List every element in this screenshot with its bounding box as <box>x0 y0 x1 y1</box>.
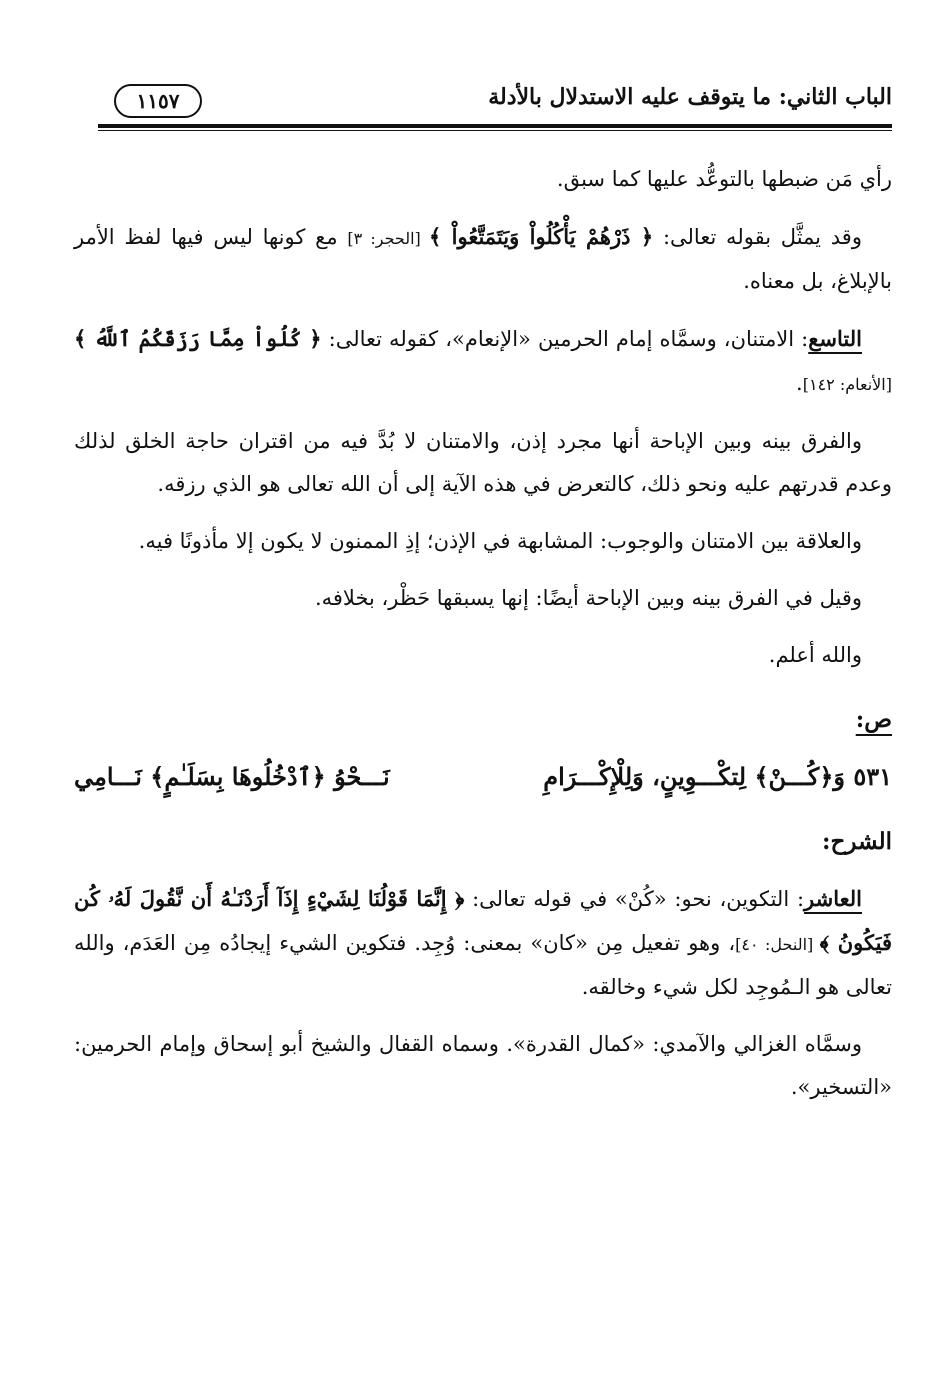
paragraph-3-text: : الامتنان، وسمَّاه إمام الحرمين «الإنعام»، كقوله تعالى: <box>321 327 809 351</box>
sharh-paragraph-1-rest: ، وهو تفعيل مِن «كان» بمعنى: وُجِد. فتكوين الشيء إيجادُه مِن العَدَم، والله تعالى هو الـمُوجِد لكل شيء وخالقه. <box>74 931 892 999</box>
paragraph-2 <box>74 215 892 303</box>
paragraph-1: رأي مَن ضبطها بالتوعُّد عليها كما سبق. <box>556 167 892 191</box>
section-sharh-heading: الشرح: <box>822 828 892 855</box>
sharh-paragraph-2: وسمَّاه الغزالي والآمدي: «كمال القدرة». وسماه القفال والشيخ أبو إسحاق وإمام الحرمين: «التسخير». <box>74 1032 892 1099</box>
section-sad-heading <box>74 699 892 741</box>
page-header <box>74 70 892 118</box>
section-sad-label: ص: <box>855 706 892 733</box>
book-page <box>74 70 892 1360</box>
verse-reference-hijr: [الحجر: ٣] <box>347 229 429 248</box>
paragraph-3 <box>74 317 892 406</box>
paragraph-3-end: . <box>796 371 803 395</box>
verse-reference-anam: [الأنعام: ١٤٢] <box>802 375 892 394</box>
paragraph-2-intro: وقد يمثَّل بقوله تعالى: <box>653 225 862 249</box>
sharh-paragraph-1 <box>74 877 892 1009</box>
verse-reference-nahl: [النحل: ٤٠] <box>735 935 820 954</box>
quran-verse-hijr: ﴿ ذَرْهُمْ يَأْكُلُواْ وَيَتَمَتَّعُواْ ﴾ <box>428 224 654 249</box>
paragraph-7: والله أعلم. <box>768 643 862 667</box>
paragraph-6: وقيل في الفرق بينه وبين الإباحة أيضًا: إنها يسبقها حَظْر، بخلافه. <box>314 586 862 610</box>
page-number: ١١٥٧ <box>114 84 202 118</box>
verse-first-hemistich: ٥٣١ وَ﴿كُـــنْ﴾ لِتكْـــوِينٍ، وَلِلْإِكْـــرَامِ <box>543 762 892 791</box>
paragraph-2-rest: مع كونها ليس فيها لفظ الأمر بالإبلاغ، بل معناه. <box>74 225 892 293</box>
sharh-paragraph-1-text: : التكوين، نحو: «كُنْ» في قوله تعالى: <box>464 887 805 911</box>
paragraph-4: والفرق بينه وبين الإباحة أنها مجرد إذن، والامتنان لا بُدَّ فيه من اقتران حاجة الخلق لذلك وعدم قدرتهم عليه ونحو ذلك، كالتعرض في هذه الآية إلى أن الله تعالى هو الذي رزقه. <box>74 429 892 496</box>
quran-verse-nahl: ﴿ إِنَّمَا قَوْلُنَا لِشَيْءٍ إِذَآ أَرَدْنَـٰهُ أَن نَّقُولَ لَهُۥ كُن فَيَكُونُ ﴾ <box>74 886 893 955</box>
ninth-label: التاسع <box>808 326 862 351</box>
header-rule-thick <box>98 124 892 128</box>
verse-second-hemistich: نَـــحْوُ ﴿ٱدْخُلُوهَا بِسَلَـٰمٍ﴾ نَـــامِي <box>74 762 390 791</box>
running-title: الباب الثاني: ما يتوقف عليه الاستدلال بالأدلة <box>488 84 892 110</box>
quran-verse-anam: ﴿ كُلُواْ مِمَّا رَزَقَكُمُ ٱللَّهُ ﴾ <box>74 326 322 351</box>
paragraph-5: والعلاقة بين الامتنان والوجوب: المشابهة في الإذن؛ إذِ الممنون لا يكون إلا مأذونًا فيه. <box>138 529 862 553</box>
page-body <box>74 158 892 1123</box>
tenth-label: العاشر <box>804 886 862 911</box>
poem-verse <box>74 755 892 799</box>
header-rule-thin <box>98 130 892 131</box>
